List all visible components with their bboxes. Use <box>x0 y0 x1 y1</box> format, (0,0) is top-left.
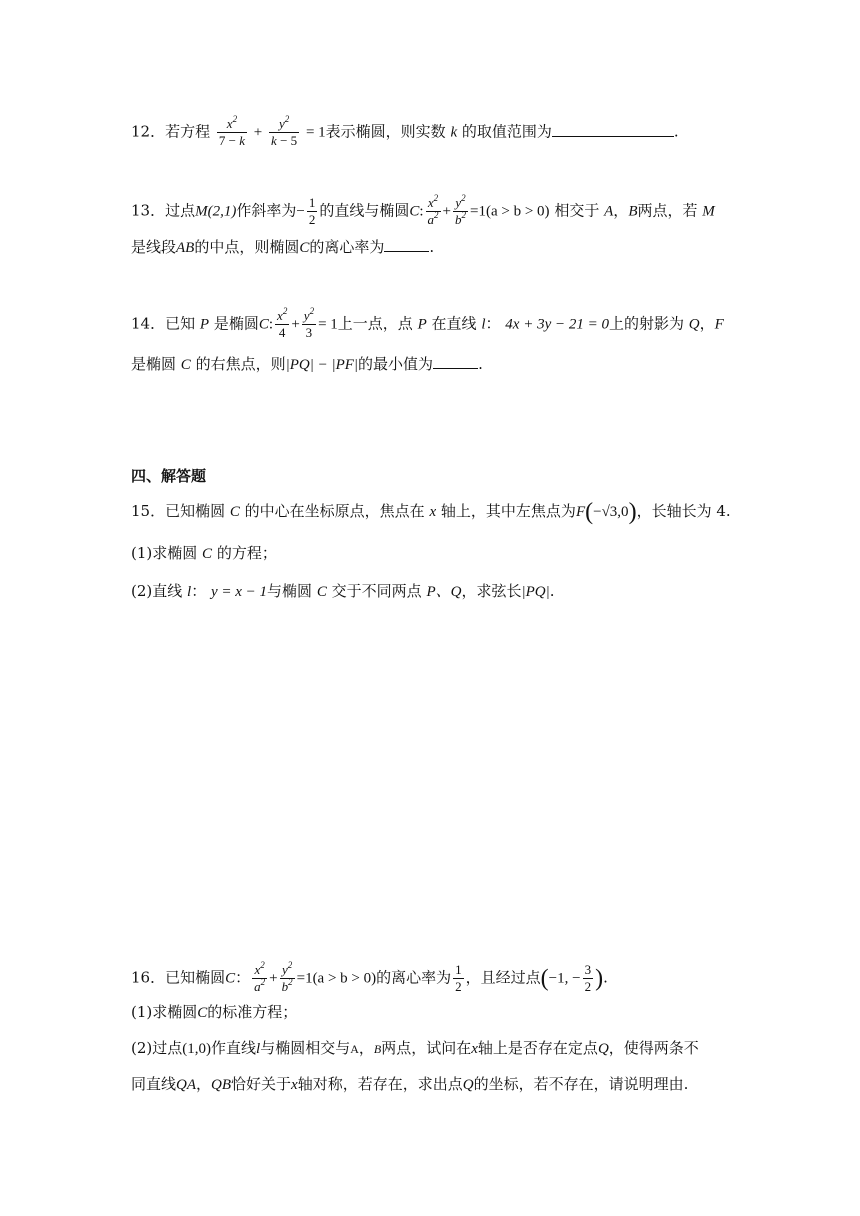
q13-line2-start: 是线段 <box>131 238 177 256</box>
q16-line3d: 的坐标，若不存在，请说明理由. <box>473 1075 689 1093</box>
q16-var-a: A <box>350 1042 359 1056</box>
q16-part2b: 作直线 <box>211 1039 257 1057</box>
q13-var-b: B <box>628 203 638 220</box>
q15-chord: |PQ| <box>521 584 550 600</box>
q12-number: 12．若方程 <box>131 122 211 141</box>
q15-period: . <box>549 582 555 600</box>
q12-fraction-2: $\frac{y^2}{k - 5}$ <box>271 114 298 148</box>
q14-var-c: C <box>258 316 269 333</box>
q13-text1: 作斜率为 <box>236 201 297 220</box>
q13-var-c-2: C <box>299 240 310 256</box>
q12-fraction-1: $\frac{x^2}{7 - k}$ <box>218 114 245 148</box>
q16-var-l: l <box>256 1041 261 1057</box>
q14-answer-blank[interactable] <box>433 354 478 369</box>
q16-line1: 16．已知椭圆 <box>131 968 226 987</box>
q15-part1b: 的方程； <box>216 544 277 562</box>
q16-line1c: ，且经过点 <box>465 968 541 987</box>
q13-text3: 相交于 <box>554 201 600 220</box>
q13-ellipse-y: $\frac{y^2}{b^2}$ <box>455 193 466 227</box>
q15-part1a: (1)求椭圆 <box>131 544 198 562</box>
q16-var-q: Q <box>597 1041 609 1057</box>
q13-var-c: C <box>409 203 420 220</box>
q14-line-1: 14．已知 P 是椭圆C: $\frac{x^2}{4}$ + $\frac{y^2}{3}$ = 1上一点，点 P 在直线 l： 4x + 3y − 21 = 0上的射影为 Q，F <box>131 306 724 340</box>
q14-ellipse-x: $\frac{x^2}{4}$ <box>277 306 288 340</box>
q16-line-3: 同直线QA，QB恰好关于x轴对称，若存在，求出点Q的坐标，若不存在，请说明理由. <box>131 1075 689 1093</box>
q16-part1a: (1)求椭圆 <box>131 1003 198 1021</box>
q16-line3c: 轴对称，若存在，求出点 <box>297 1075 463 1093</box>
q14-var-c-2: C <box>180 357 191 373</box>
q15-var-c: C <box>229 504 240 520</box>
q14-line2-start: 是椭圆 <box>131 355 177 373</box>
q16-line1b: 的离心率为 <box>376 968 452 987</box>
q15-part2d: ，求弦长 <box>461 582 522 600</box>
q16-var-b: B <box>373 1042 382 1056</box>
q13-line2-end: 的离心率为 <box>309 238 385 256</box>
q13-segment-ab: AB <box>176 240 195 256</box>
q16-line3b: 恰好关于 <box>231 1075 292 1093</box>
q15-line-1: 15．已知椭圆 C 的中心在坐标原点，焦点在 x 轴上，其中左焦点为F(−√3,0)，长轴长为 4. <box>131 499 731 525</box>
q12-var-k: k <box>450 124 458 141</box>
q16-part2c: 与椭圆相交与 <box>260 1039 351 1057</box>
q13-answer-blank[interactable] <box>384 237 429 252</box>
q16-line-qa: QA <box>176 1077 197 1093</box>
q15-var-l: l <box>187 584 192 600</box>
q13-line-2 <box>131 237 434 258</box>
q16-var-q-2: Q <box>462 1077 474 1093</box>
q12-text-end: 的取值范围为 <box>461 122 552 141</box>
q13-text2: 的直线与椭圆 <box>319 201 410 220</box>
q16-line-1: 16．已知椭圆C： $\frac{x^2}{a^2}$ + $\frac{y^2}{b^2}$ =1(a > b > 0)的离心率为 $\frac{1}{2}$ ，且经过点(−1, − $\frac{3}{2}$ ). <box>131 960 608 994</box>
q15-focus-label: F <box>575 504 586 520</box>
q14-ellipse-y: $\frac{y^2}{3}$ <box>303 306 315 340</box>
q16-var-x-2: x <box>291 1077 298 1093</box>
q16-part2f: ，使得两条不 <box>608 1039 699 1057</box>
q16-part2d: 两点，试问在 <box>381 1039 472 1057</box>
q14-text4: 上的射影为 <box>608 314 684 333</box>
q14-period: . <box>478 355 483 373</box>
q15-part2c: 交于不同两点 <box>331 582 422 600</box>
q13-text4: 两点，若 <box>637 201 698 220</box>
q14-text1: 是椭圆 <box>213 314 259 333</box>
q13-var-m: M <box>702 203 715 220</box>
q13-point-m: M(2,1) <box>195 203 237 220</box>
q13-condition: 1(a > b > 0) <box>478 203 550 220</box>
q13-line-1: 13．过点M(2,1)作斜率为− $\frac{1}{2}$ 的直线与椭圆C: $\frac{x^2}{a^2}$ + $\frac{y^2}{b^2}$ =1(a > b > 0) 相交于 A，B两点，若 M <box>131 193 715 227</box>
q15-line-equation: y = x − 1 <box>210 584 268 600</box>
q15-part-2: (2)直线 l： y = x − 1与椭圆 C 交于不同两点 P、Q，求弦长|PQ|. <box>131 582 555 600</box>
q13-number: 13．过点 <box>131 201 196 220</box>
q16-eccentricity: $\frac{1}{2}$ <box>455 962 462 994</box>
q15-part2a: (2)直线 <box>131 582 183 600</box>
q16-part-1 <box>131 1002 297 1023</box>
q15-focus-coord: −√3,0 <box>593 504 629 520</box>
q13-period: . <box>429 238 435 256</box>
q14-line2-end: 的最小值为 <box>358 355 434 373</box>
q14-line-2 <box>131 354 483 375</box>
section-heading: 四、解答题 <box>131 467 207 485</box>
q14-line2-mid: 的右焦点，则 <box>195 355 286 373</box>
q14-number: 14．已知 <box>131 314 196 333</box>
q14-text2: 上一点，点 <box>337 314 413 333</box>
q15-part2b: 与椭圆 <box>267 582 313 600</box>
q14-var-l: l <box>481 316 486 333</box>
q16-line-qb: QB <box>211 1077 232 1093</box>
q15-var-c-2: C <box>202 546 213 562</box>
q16-line3a: 同直线 <box>131 1075 177 1093</box>
q12-answer-blank[interactable] <box>552 122 674 137</box>
q16-part2a: (2)过点 <box>131 1039 183 1057</box>
q16-part2e: 轴上是否存在定点 <box>477 1039 598 1057</box>
q12-text: 表示椭圆，则实数 <box>325 122 446 141</box>
q16-part-2: (2)过点(1,0)作直线l与椭圆相交与A，B两点，试问在x轴上是否存在定点Q，使得两条不 <box>131 1039 699 1057</box>
q13-var-a: A <box>604 203 614 220</box>
q16-part1b: 的标准方程； <box>207 1003 298 1021</box>
q14-text3: 在直线 <box>431 314 477 333</box>
q15-var-c-3: C <box>316 584 327 600</box>
q15-var-x: x <box>429 504 437 520</box>
q13-ellipse-x: $\frac{x^2}{a^2}$ <box>427 193 439 227</box>
q15-line1c: 轴上，其中左焦点为 <box>440 502 576 520</box>
q16-var-x: x <box>471 1041 478 1057</box>
q13-slope-fraction: $\frac{1}{2}$ <box>308 195 316 227</box>
q15-line1: 15．已知椭圆 <box>131 502 226 520</box>
q14-colon: ： <box>485 314 501 333</box>
q14-expression: |PQ| − |PF| <box>285 357 359 373</box>
q14-var-f: F <box>714 316 724 333</box>
q15-points: P、Q <box>426 584 462 600</box>
q14-var-q: Q <box>688 316 700 333</box>
q16-period: . <box>603 968 608 987</box>
q15-line1b: 的中心在坐标原点，焦点在 <box>244 502 425 520</box>
q14-var-p-2: P <box>417 316 427 333</box>
q12-period: . <box>673 122 679 141</box>
q16-ellipse-x: $\frac{x^2}{a^2}$ <box>254 960 266 994</box>
q13-line2-mid: 的中点，则椭圆 <box>194 238 300 256</box>
q15-part-1 <box>131 543 277 564</box>
q15-line1d: ，长轴长为 4. <box>636 502 731 520</box>
q16-point-10: (1,0) <box>182 1041 211 1057</box>
q14-var-p: P <box>199 316 210 333</box>
q16-point: −1, − <box>548 970 581 987</box>
q16-condition: 1(a > b > 0) <box>305 970 377 987</box>
q14-line-equation: 4x + 3y − 21 = 0 <box>505 316 609 333</box>
q16-point-fraction: $\frac{3}{2}$ <box>584 962 592 994</box>
q16-ellipse-y: $\frac{y^2}{b^2}$ <box>281 960 293 994</box>
q16-var-c-2: C <box>197 1005 208 1021</box>
q12-line: 12．若方程 $\frac{x^2}{7 - k}$ + $\frac{y^2}{k - 5}$ = 1表示椭圆，则实数 k 的取值范围为 . <box>131 114 679 148</box>
q16-var-c: C <box>225 970 236 987</box>
